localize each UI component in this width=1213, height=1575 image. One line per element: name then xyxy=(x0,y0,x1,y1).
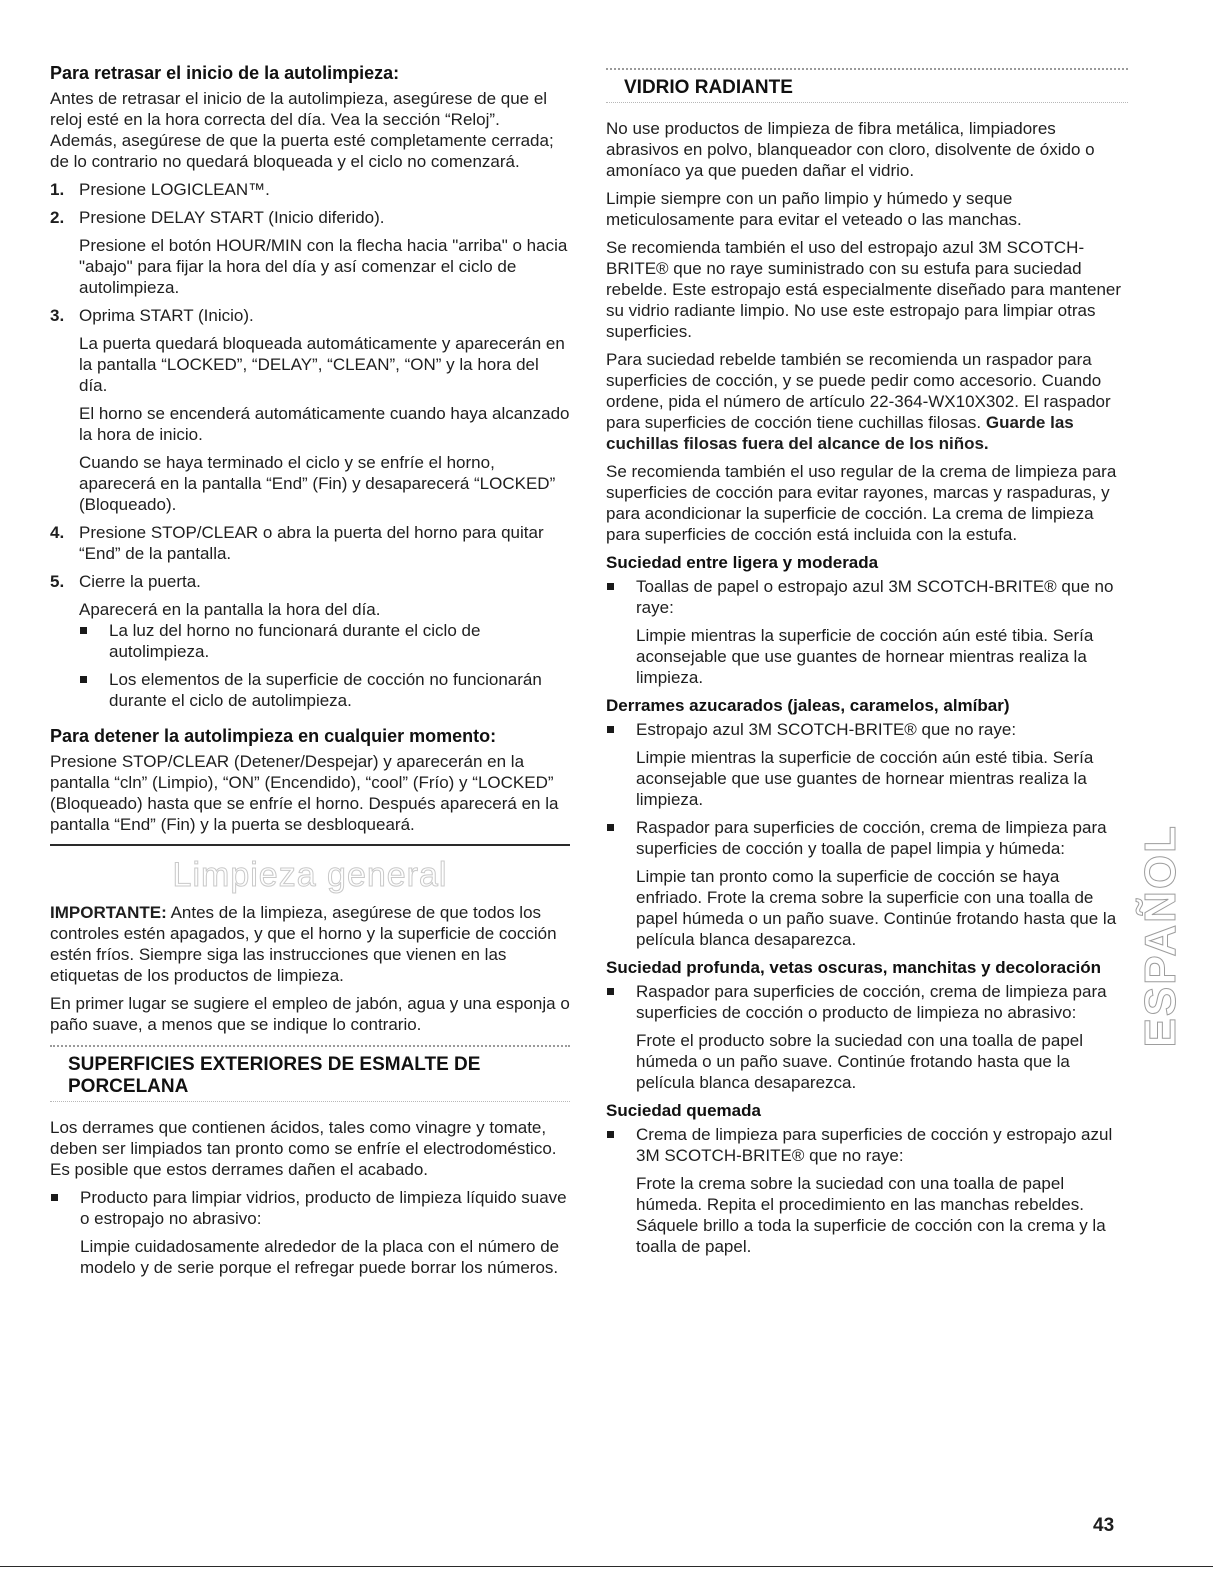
square-bullet-icon xyxy=(607,824,614,831)
dotted-rule xyxy=(606,68,1128,73)
dotted-rule xyxy=(50,1101,570,1105)
step-text: Oprima START (Inicio). xyxy=(79,306,254,325)
step-text: Cierre la puerta. xyxy=(79,572,201,591)
bullet-detail: Limpie mientras la superficie de cocción aún esté tibia. Sería aconsejable que use guantes de hornear mientras realiza la limpieza. xyxy=(636,748,1094,809)
square-bullet-icon xyxy=(607,726,614,733)
language-tab-label: ESPAÑOL xyxy=(1135,824,1185,1048)
bullet-detail: Limpie mientras la superficie de cocción aún esté tibia. Sería aconsejable que use guantes de hornear mientras realiza la limpieza. xyxy=(636,626,1094,687)
general-text: En primer lugar se sugiere el empleo de jabón, agua y una esponja o paño suave, a menos que se indique lo contrario. xyxy=(50,994,570,1034)
square-bullet-icon xyxy=(607,988,614,995)
list-item: Estropajo azul 3M SCOTCH-BRITE® que no raye: Limpie mientras la superficie de cocción aún esté tibia. Sería aconsejable que use guantes de hornear mientras realiza la limpieza. xyxy=(606,719,1128,810)
glass-text: Se recomienda también el uso regular de la crema de limpieza para superficies de cocción para evitar rayones, marcas y raspaduras, y para acondicionar la superficie de cocción. La crema de limpieza para superficies de cocción está incluida con la estufa. xyxy=(606,462,1117,544)
glass-text: Se recomienda también el uso del estropajo azul 3M SCOTCH-BRITE® que no raye suministrado con su estufa para suciedad rebelde. Este estropajo está especialmente diseñado para mantener su vidrio radiante limpio. No use este estropajo para limpiar otras superficies. xyxy=(606,238,1122,341)
light-soil-bullets xyxy=(606,576,1128,688)
delay-intro: Antes de retrasar el inicio de la autolimpieza, asegúrese de que el reloj esté en la hora correcta del día. Vea la sección “Reloj”. Además, asegúrese de que la puerta esté completamente cerrada; de lo contrario no quedará bloqueada y el ciclo no comenzará. xyxy=(50,89,554,171)
step-text: Presione DELAY START (Inicio diferido). xyxy=(79,208,385,227)
square-bullet-icon xyxy=(607,1131,614,1138)
step-detail: Cuando se haya terminado el ciclo y se enfríe el horno, aparecerá en la pantalla “End” (Fin) y desaparecerá “LOCKED” (Bloqueado). xyxy=(79,453,556,514)
general-cleaning-title: Limpieza general xyxy=(172,856,448,894)
sugary-spills-heading: Derrames azucarados (jaleas, caramelos, almíbar) xyxy=(606,696,1010,715)
step-detail: La puerta quedará bloqueada automáticamente y aparecerán en la pantalla “LOCKED”, “DELAY”, “CLEAN”, “ON” y la hora del día. xyxy=(79,334,565,395)
list-item: Crema de limpieza para superficies de cocción y estropajo azul 3M SCOTCH-BRITE® que no raye: Frote la crema sobre la suciedad con una toalla de papel húmeda. Repita el procedimiento en las manchas rebeldes. Sáquele brillo a toda la superficie de cocción con la crema y la toalla de papel. xyxy=(606,1124,1128,1257)
important-note xyxy=(50,902,570,986)
delay-steps xyxy=(50,179,570,711)
step-number: 1. xyxy=(50,180,65,199)
light-soil-heading: Suciedad entre ligera y moderada xyxy=(606,553,879,572)
delay-heading: Para retrasar el inicio de la autolimpieza: xyxy=(50,63,400,83)
sugary-spills-bullets xyxy=(606,719,1128,950)
list-item: Producto para limpiar vidrios, producto de limpieza líquido suave o estropajo no abrasivo: Limpie cuidadosamente alrededor de la placa con el número de modelo y de serie porque el refregar puede borrar los números. xyxy=(50,1187,570,1278)
burned-soil-heading: Suciedad quemada xyxy=(606,1101,761,1120)
important-text: Antes de la limpieza, asegúrese de que todos los controles estén apagados, y que el horno y la superficie de cocción estén fríos. Siempre siga las instrucciones que vienen en las etiquetas de los productos de limpieza. xyxy=(50,903,557,985)
list-item: Raspador para superficies de cocción, crema de limpieza para superficies de cocción y toalla de papel limpia y húmeda: Limpie tan pronto como la superficie de cocción se haya enfriado. Frote la crema sobre la superficie con una toalla de papel húmeda o un paño suave. Continúe frotando hasta que la película blanca desaparezca. xyxy=(606,817,1128,950)
square-bullet-icon xyxy=(80,627,87,634)
section-divider xyxy=(50,844,570,846)
stop-heading: Para detener la autolimpieza en cualquier momento: xyxy=(50,726,497,746)
step-5-bullets xyxy=(79,620,570,711)
square-bullet-icon xyxy=(51,1194,58,1201)
step-number: 2. xyxy=(50,208,65,227)
radiant-glass-section-header xyxy=(606,68,1128,106)
step-detail: Aparecerá en la pantalla la hora del día. xyxy=(79,600,381,619)
bullet-detail: Limpie tan pronto como la superficie de cocción se haya enfriado. Frote la crema sobre la superficie con una toalla de papel húmeda o un paño suave. Continúe frotando hasta que la película blanca desaparezca. xyxy=(636,867,1117,949)
glass-text: Limpie siempre con un paño limpio y húmedo y seque meticulosamente para evitar el veteado o las manchas. xyxy=(606,189,1022,229)
porcelain-bullets xyxy=(50,1187,570,1278)
step-2 xyxy=(50,207,570,298)
step-3 xyxy=(50,305,570,515)
warning-text: Guarde las cuchillas filosas fuera del alcance de los niños. xyxy=(606,413,1074,453)
step-text: Presione LOGICLEAN™. xyxy=(79,180,270,199)
right-column xyxy=(606,62,1128,1264)
dotted-rule xyxy=(606,102,1128,106)
bottom-rule xyxy=(0,1566,1213,1567)
left-column xyxy=(50,62,570,1285)
step-detail: El horno se encenderá automáticamente cuando haya alcanzado la hora de inicio. xyxy=(79,404,570,444)
step-detail: Presione el botón HOUR/MIN con la flecha hacia "arriba" o hacia "abajo" para fijar la hora del día y así comenzar el ciclo de autolimpieza. xyxy=(79,236,568,297)
step-number: 3. xyxy=(50,306,65,325)
dotted-rule xyxy=(50,1045,570,1050)
stop-text: Presione STOP/CLEAR (Detener/Despejar) y aparecerán en la pantalla “cln” (Limpio), “ON” (Encendido), “cool” (Frío) y “LOCKED” (Bloqueado) hasta que se enfríe el horno. Después aparecerá en la pantalla “End” (Fin) y la puerta se desbloqueará. xyxy=(50,752,559,834)
list-item: Toallas de papel o estropajo azul 3M SCOTCH-BRITE® que no raye: Limpie mientras la superficie de cocción aún esté tibia. Sería aconsejable que use guantes de hornear mientras realiza la limpieza. xyxy=(606,576,1128,688)
bullet-detail: Frote la crema sobre la suciedad con una toalla de papel húmeda. Repita el procedimiento en las manchas rebeldes. Sáquele brillo a toda la superficie de cocción con la crema y la toalla de papel. xyxy=(636,1174,1106,1256)
bullet-detail: Limpie cuidadosamente alrededor de la placa con el número de modelo y de serie porque el refregar puede borrar los números. xyxy=(80,1237,560,1277)
important-label: IMPORTANTE: xyxy=(50,903,167,922)
step-number: 4. xyxy=(50,523,65,542)
step-4 xyxy=(50,522,570,564)
step-5 xyxy=(50,571,570,711)
page-number: 43 xyxy=(1093,1515,1115,1536)
porcelain-text: Los derrames que contienen ácidos, tales como vinagre y tomate, deben ser limpiados tan pronto como se enfríe el electrodoméstico. Es posible que estos derrames dañen el acabado. xyxy=(50,1118,557,1179)
step-1 xyxy=(50,179,570,200)
list-item: Los elementos de la superficie de cocción no funcionarán durante el ciclo de autolimpieza. xyxy=(79,669,570,711)
glass-text: No use productos de limpieza de fibra metálica, limpiadores abrasivos en polvo, blanqueador con cloro, disolvente de óxido o amoníaco ya que pueden dañar el vidrio. xyxy=(606,119,1095,180)
porcelain-section-header xyxy=(50,1045,570,1105)
step-text: Presione STOP/CLEAR o abra la puerta del horno para quitar “End” de la pantalla. xyxy=(79,523,544,563)
square-bullet-icon xyxy=(607,583,614,590)
glass-text: Para suciedad rebelde también se recomienda un raspador para superficies de cocción, y se puede pedir como accesorio. Cuando ordene, pida el número de artículo 22-364-WX10X302. El raspador para superficies de cocción tiene cuchillas filosas. Guarde las cuchillas filosas fuera del alcance de los niños. xyxy=(606,350,1111,453)
step-number: 5. xyxy=(50,572,65,591)
list-item: La luz del horno no funcionará durante el ciclo de autolimpieza. xyxy=(79,620,570,662)
list-item: Raspador para superficies de cocción, crema de limpieza para superficies de cocción o producto de limpieza no abrasivo: Frote el producto sobre la suciedad con una toalla de papel húmeda o un paño suave. Continúe frotando hasta que la película blanca desaparezca. xyxy=(606,981,1128,1093)
bullet-detail: Frote el producto sobre la suciedad con una toalla de papel húmeda o un paño suave. Continúe frotando hasta que la película blanca desaparezca. xyxy=(636,1031,1084,1092)
burned-soil-bullets xyxy=(606,1124,1128,1257)
heavy-soil-heading: Suciedad profunda, vetas oscuras, manchitas y decoloración xyxy=(606,958,1102,977)
language-side-tab xyxy=(1132,805,1188,1067)
heavy-soil-bullets xyxy=(606,981,1128,1093)
porcelain-heading: SUPERFICIES EXTERIORES DE ESMALTE DE PORCELANA xyxy=(68,1054,481,1097)
square-bullet-icon xyxy=(80,676,87,683)
radiant-glass-heading: VIDRIO RADIANTE xyxy=(624,77,793,98)
